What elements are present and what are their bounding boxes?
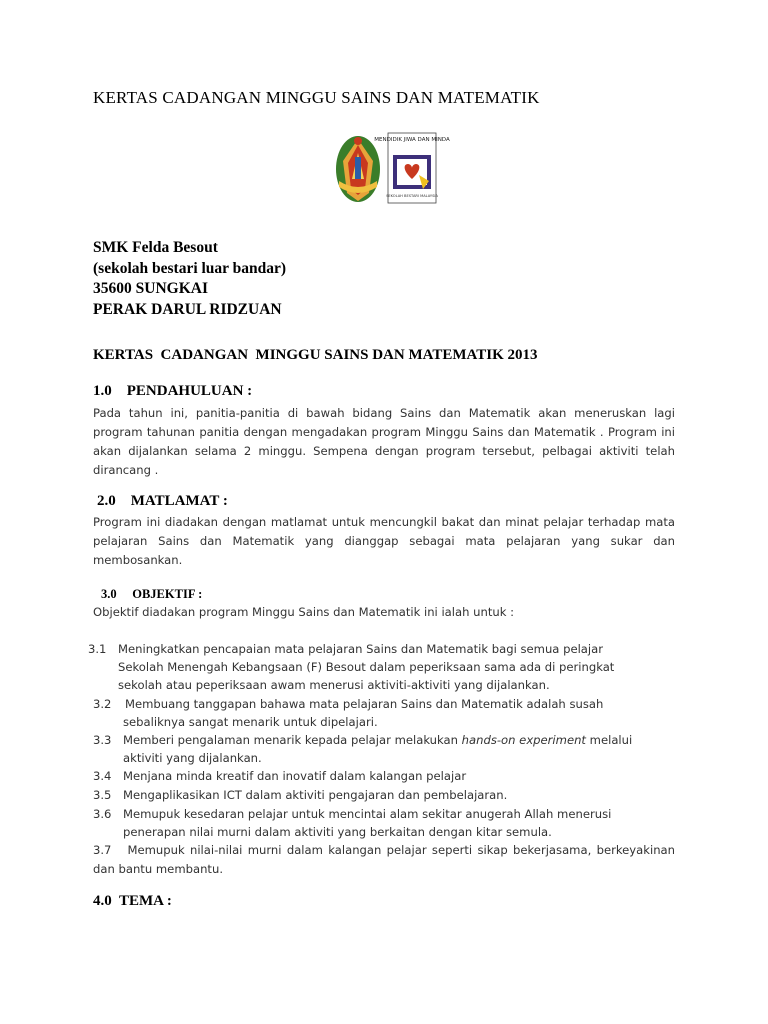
school-address (93, 238, 286, 320)
objective-item: 3.2 Membuang tanggapan bahawa mata pelajaran Sains dan Matematik adalah susah (93, 697, 604, 711)
objective-item: 3.1 Meningkatkan pencapaian mata pelajaran Sains dan Matematik bagi semua pelajar (88, 642, 603, 656)
section-2-heading: 2.0 MATLAMAT : (97, 493, 228, 509)
objective-item-continuation: penerapan nilai murni dalam aktiviti yang berkaitan dengan kitar semula. (123, 825, 552, 839)
objective-item: 3.6 Memupuk kesedaran pelajar untuk mencintai alam sekitar anugerah Allah menerusi (93, 807, 612, 821)
objective-item: 3.4 Menjana minda kreatif dan inovatif dalam kalangan pelajar (93, 769, 467, 783)
objective-item-continuation: Sekolah Menengah Kebangsaan (F) Besout dalam peperiksaan sama ada di peringkat (118, 660, 615, 674)
objective-item-continuation: dan bantu membantu. (93, 862, 223, 876)
objective-item-continuation: aktiviti yang dijalankan. (123, 751, 262, 765)
address-line-4: PERAK DARUL RIDZUAN (93, 300, 282, 318)
badge-top-text: MENDIDIK JIWA DAN MINDA (374, 137, 450, 143)
objective-item: 3.3 Memberi pengalaman menarik kepada pelajar melakukan hands-on experiment melalui (93, 733, 633, 747)
section-1-heading: 1.0 PENDAHULUAN : (93, 383, 253, 399)
address-line-2: (sekolah bestari luar bandar) (93, 259, 287, 277)
objective-item-continuation: sebaliknya sangat menarik untuk dipelajari. (123, 715, 378, 729)
objective-item: 3.7 Memupuk nilai-nilai murni dalam kalangan pelajar seperti sikap bekerjasama, berkeyakinan (93, 843, 675, 857)
document-title: KERTAS CADANGAN MINGGU SAINS DAN MATEMATIK (93, 88, 540, 107)
badge-bottom-text: SEKOLAH BESTARI MALAYSIA (386, 194, 438, 198)
section-2-body: Program ini diadakan dengan matlamat untuk mencungkil bakat dan minat pelajar terhadap mata pelajaran Sains dan Matematik yang dianggap sebagai mata pelajaran yang sukar dan membosankan. (93, 515, 675, 567)
objective-item: 3.5 Mengaplikasikan ICT dalam aktiviti pengajaran dan pembelajaran. (93, 788, 508, 802)
address-line-3: 35600 SUNGKAI (93, 280, 208, 297)
section-4-heading: 4.0 TEMA : (93, 893, 172, 909)
address-line-1: SMK Felda Besout (93, 239, 218, 256)
section-3-intro: Objektif diadakan program Minggu Sains dan Matematik ini ialah untuk : (93, 605, 515, 619)
section-1-body: Pada tahun ini, panitia-panitia di bawah bidang Sains dan Matematik akan meneruskan lagi program tahunan panitia dengan mengadakan program Minggu Sains dan Matematik . Program ini akan dijalankan selama 2 minggu. Sempena dengan program tersebut, pelbagai aktiviti telah dirancang . (93, 406, 675, 477)
objective-item-continuation: sekolah atau peperiksaan awam menerusi aktiviti-aktiviti yang dijalankan. (118, 678, 550, 692)
proposal-heading: KERTAS CADANGAN MINGGU SAINS DAN MATEMATIK 2013 (93, 347, 538, 363)
bestari-badge-icon (374, 133, 450, 203)
school-crest-icon (336, 136, 380, 202)
section-3-heading: 3.0 OBJEKTIF : (101, 587, 203, 601)
school-logos (333, 131, 450, 205)
